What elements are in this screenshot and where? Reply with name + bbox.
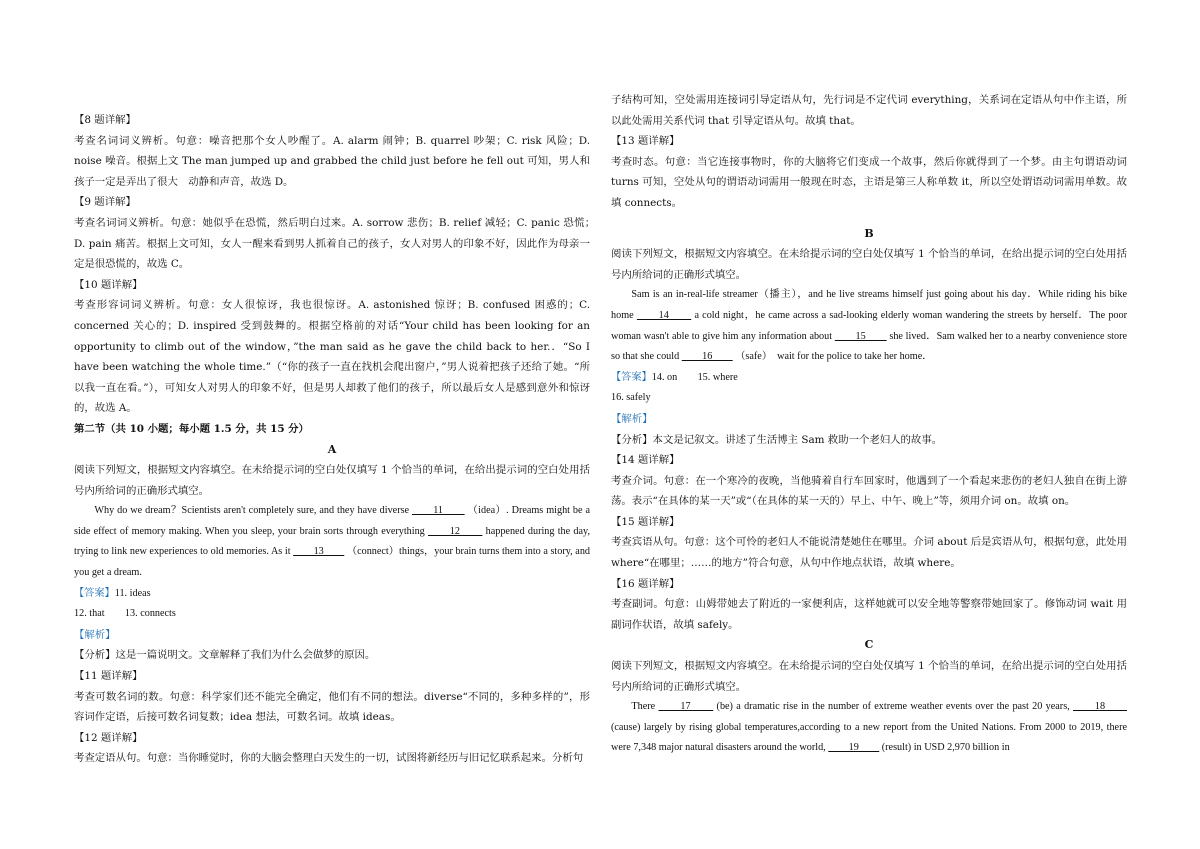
section-2-title: 第二节（共 10 小题；每小题 1.5 分，共 15 分） bbox=[74, 422, 309, 435]
instruction-b: 阅读下列短文，根据短文内容填空。在未给提示词的空白处仅填写 1 个恰当的单词，在给出提示词的空白处用括号内所给词的正确形式填空。 bbox=[611, 248, 1127, 281]
passage-a-text-2: （idea）. Dreams might be a side effect of memory making. When you sleep, your brain sorts through everything bbox=[74, 505, 591, 537]
blank-12: 12 bbox=[428, 525, 483, 537]
blank-16: 16 bbox=[681, 351, 733, 363]
q14-explanation: 考查介词。句意：在一个寒冷的夜晚，当他骑着自行车回家时，他遇到了一个看起来悲伤的老妇人独自在街上游荡。表示“在具体的某一天”或“（在具体的某一天的）早上、中午、晚上”等，须用介词 on。故填 on。 bbox=[611, 474, 1127, 508]
spacer bbox=[611, 214, 1127, 224]
blank-11: 11 bbox=[412, 505, 465, 517]
answer-a-line-2: 12. that 13. connects bbox=[74, 608, 176, 620]
passage-a-text-4: （connect）things，your brain turns them into a story, and you get a dream. bbox=[74, 546, 591, 579]
right-column bbox=[611, 90, 1127, 759]
q16-explanation: 考查副词。句意：山姆带她去了附近的一家便利店，这样她就可以安全地等警察带她回家了。修饰动词 wait 用副词作状语，故填 safely。 bbox=[611, 598, 1127, 631]
passage-c-text-1: There bbox=[631, 701, 656, 713]
analysis-label: 【解析】 bbox=[611, 412, 653, 425]
passage-c-text-2: (be) a dramatic rise in the number of extreme weather events over the past 20 years, bbox=[716, 701, 1070, 713]
q13-explanation: 考查时态。句意：当它连接事物时，你的大脑将它们变成一个故事，然后你就得到了一个梦。由主句谓语动词 turns 可知，空处从句的谓语动词需用一般现在时态，主语是第三人称单数 it，所以空处谓语动词需用单数。故填 connects。 bbox=[611, 155, 1127, 209]
instruction-c: 阅读下列短文，根据短文内容填空。在未给提示词的空白处仅填写 1 个恰当的单词，在给出提示词的空白处用括号内所给词的正确形式填空。 bbox=[611, 660, 1127, 693]
section-b-title: B bbox=[864, 226, 874, 240]
q13-heading: 【13 题详解】 bbox=[611, 135, 680, 148]
passage-b-text-3: she lived．Sam walked her to a nearby convenience store so that she could bbox=[611, 330, 1128, 363]
passage-b bbox=[611, 285, 1127, 367]
q10-heading: 【10 题详解】 bbox=[74, 278, 143, 291]
passage-b-text-1: Sam is an in-real-life streamer（播主），and he live streams himself just going about his day．While riding his bike home bbox=[611, 289, 1127, 321]
passage-b-text-2: a cold night，he came across a sad-looking elderly woman wandering the streets by herself．The poor woman wasn't able to give him any information about bbox=[611, 309, 1128, 342]
q9-explanation: 考查名词词义辨析。句意：她似乎在恐慌，然后明白过来。A. sorrow 悲伤；B. relief 减轻；C. panic 恐慌； D. pain 痛苦。根据上文可知，女人一醒来看到男人抓着自己的孩子，女人对男人的印象不好，因此作为母亲一定是很恐慌的，故选 C。 bbox=[74, 216, 601, 271]
section-c-title: C bbox=[864, 638, 874, 652]
analysis-b: 【分析】本文是记叙文。讲述了生活博主 Sam 救助一个老妇人的故事。 bbox=[611, 433, 943, 446]
q14-heading: 【14 题详解】 bbox=[611, 454, 680, 467]
answer-b-line-2: 16. safely bbox=[611, 392, 651, 404]
q12-explanation-cont: 子结构可知，空处需用连接词引导定语从句，先行词是不定代词 everything，关系词在定语从句中作主语，所以此处需用关系代词 that 引导定语从句。故填 that。 bbox=[611, 94, 1127, 127]
q12-explanation: 考查定语从句。句意：当你睡觉时，你的大脑会整理白天发生的一切，试图将新经历与旧记忆联系起来。分析句 bbox=[74, 752, 584, 765]
blank-15: 15 bbox=[834, 330, 887, 342]
answer-b-line-1 bbox=[611, 368, 1127, 389]
q12-heading: 【12 题详解】 bbox=[74, 731, 143, 744]
q9-heading: 【9 题详解】 bbox=[74, 196, 136, 209]
q10-explanation: 考查形容词词义辨析。句意：女人很惊讶，我也很惊讶。A. astonished 惊讶；B. confused 困惑的；C. concerned 关心的；D. inspired 受到鼓舞的。根据空格前的对话“Your child has been looking for an opportunity to climb out of the window，”the man said as he gave the child back to her.．“So I have been watching the whole time.”（“你的孩子一直在找机会爬出窗户，”男人说着把孩子还给了她。“所以我一直在看。”），可知女人对男人的印象不好，但是男人却救了他们的孩子，所以最后女人是感到意外和惊讶的，故选 A。 bbox=[74, 299, 590, 415]
passage-c bbox=[611, 697, 1127, 759]
passage-c-text-3: (cause) largely by rising global temperatures,according to a new report from the United Nations. From 2000 to 2019, there were 7,348 major natural disasters around the world, bbox=[611, 721, 1127, 754]
answer-a-first: 11. ideas bbox=[114, 587, 151, 599]
passage-c-text-4: (result) in USD 2,970 billion in bbox=[881, 742, 1010, 754]
blank-19: 19 bbox=[828, 742, 880, 754]
answer-label: 【答案】 bbox=[74, 587, 115, 599]
q8-explanation: 考查名词词义辨析。句意：噪音把那个女人吵醒了。A. alarm 闹钟；B. quarrel 吵架；C. risk 风险；D. noise 噪音。根据上文 The man jumped up and grabbed the child just before he fell out 可知，男人和孩子一定是弄出了很大 动静和声音，故选 D。 bbox=[74, 134, 590, 188]
answer-b-first: 14. on 15. where bbox=[651, 371, 738, 383]
blank-13: 13 bbox=[293, 546, 345, 558]
q16-heading: 【16 题详解】 bbox=[611, 577, 680, 590]
instruction-a: 阅读下列短文，根据短文内容填空。在未给提示词的空白处仅填写 1 个恰当的单词，在给出提示词的空白处用括号内所给词的正确形式填空。 bbox=[74, 464, 590, 497]
blank-17: 17 bbox=[658, 701, 714, 713]
analysis-label: 【解析】 bbox=[74, 628, 116, 641]
analysis-a: 【分析】这是一篇说明文。文章解释了我们为什么会做梦的原因。 bbox=[74, 649, 376, 662]
q15-heading: 【15 题详解】 bbox=[611, 515, 680, 528]
answer-a-line-1 bbox=[74, 584, 590, 605]
q11-explanation: 考查可数名词的数。句意：科学家们还不能完全确定，他们有不同的想法。diverse“不同的，多种多样的”，形容词作定语，后接可数名词复数；idea 想法，可数名词。故填 ideas。 bbox=[74, 690, 590, 724]
passage-b-text-4: （safe） wait for the police to take her home． bbox=[735, 351, 933, 363]
passage-a-text-1: Why do we dream？Scientists aren't completely sure, and they have diverse bbox=[94, 505, 410, 517]
section-a-title: A bbox=[327, 442, 337, 456]
blank-18: 18 bbox=[1073, 701, 1128, 713]
passage-a-text-3: happened during the day, trying to link new experiences to old memories. As it bbox=[74, 525, 590, 558]
q8-heading: 【8 题详解】 bbox=[74, 114, 136, 126]
answer-label: 【答案】 bbox=[611, 371, 652, 383]
left-column bbox=[74, 110, 601, 769]
passage-a bbox=[74, 501, 590, 583]
q11-heading: 【11 题详解】 bbox=[74, 670, 143, 683]
blank-14: 14 bbox=[636, 309, 692, 321]
q15-explanation: 考查宾语从句。句意：这个可怜的老妇人不能说清楚她住在哪里。介词 about 后是宾语从句，根据句意，此处用 where“在哪里；……的地方”符合句意，从句中作地点状语，故填 where。 bbox=[611, 536, 1127, 570]
